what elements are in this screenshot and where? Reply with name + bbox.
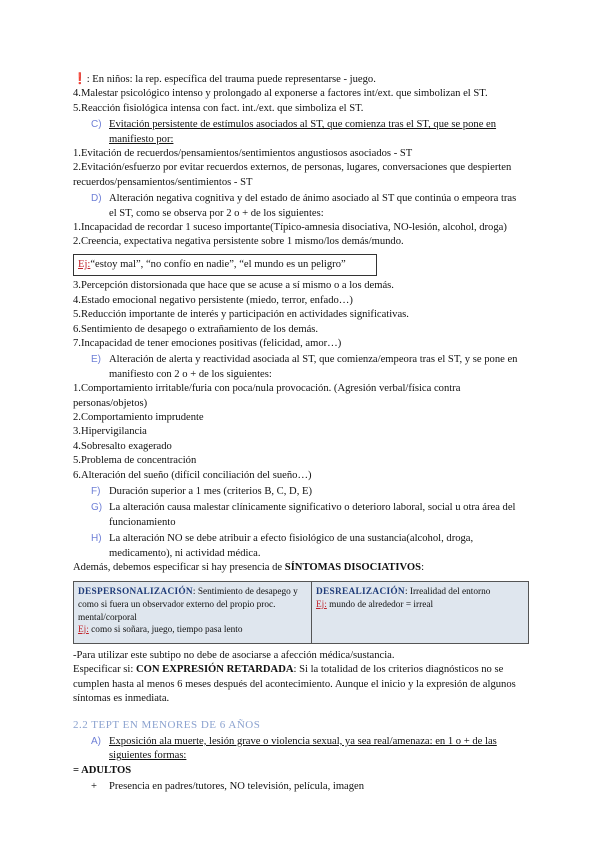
depersonalization-label: DESPERSONALIZACIÓN bbox=[78, 587, 193, 598]
criterion-b-item-5: 5.Reacción fisiológica intensa con fact. int./ext. que simboliza el ST. bbox=[73, 102, 364, 114]
section-heading: 2.2 TEPT EN MENORES DE 6 AÑOS bbox=[73, 719, 261, 732]
criterion-text: Exposición ala muerte, lesión grave o violencia sexual, ya sea real/amenaza: en 1 o + de las siguientes formas: bbox=[109, 735, 497, 762]
criterion-e-item-4: 4.Sobresalto exagerado bbox=[73, 440, 172, 452]
criterion-letter: D) bbox=[91, 193, 102, 205]
bullet-item bbox=[73, 780, 518, 794]
plus-bullet-icon: + bbox=[91, 781, 97, 793]
criterion-letter: E) bbox=[91, 354, 101, 366]
bullet-text: Presencia en padres/tutores, NO televisión, película, imagen bbox=[109, 781, 365, 793]
example-label: Ej: bbox=[78, 625, 89, 636]
criterion-e-item-6: 6.Alteración del sueño (difícil conciliación del sueño…) bbox=[73, 469, 312, 481]
criterion-text: Alteración de alerta y reactividad asociada al ST, que comienza/empeora tras el ST, y se pone en manifiesto con 2 o + de los siguientes: bbox=[109, 354, 518, 380]
criterion-d-item-4: 4.Estado emocional negativo persistente (miedo, terror, enfado…) bbox=[73, 294, 353, 306]
criterion-text: La alteración causa malestar clínicamente significativo o deterioro laboral, social u otra área del funcionamiento bbox=[109, 502, 516, 528]
criterion-text: Evitación persistente de estímulos asociados al ST, que comienza tras el ST, que se pone en manifiesto por: bbox=[109, 119, 497, 145]
criterion-e-item-1: 1.Comportamiento irritable/furia con poca/nula provocación. (Agresión verbal/física contra personas/objetos) bbox=[73, 383, 461, 409]
criterion-letter: A) bbox=[91, 735, 101, 747]
criterion-g bbox=[73, 501, 518, 530]
example-box bbox=[73, 254, 377, 276]
criterion-d-item-3: 3.Percepción distorsionada que hace que se acuse a sí mismo o a los demás. bbox=[73, 280, 394, 292]
criterion-e-item-5: 5.Problema de concentración bbox=[73, 455, 197, 467]
dissociative-intro: Además, debemos especificar si hay presencia de SÍNTOMAS DISOCIATIVOS: bbox=[73, 562, 425, 573]
criterion-d-item-6: 6.Sentimiento de desapego o extrañamiento de los demás. bbox=[73, 323, 319, 335]
example-label: Ej: bbox=[316, 600, 327, 610]
document-content bbox=[73, 72, 518, 794]
criterion-e-item-2: 2.Comportamiento imprudente bbox=[73, 411, 204, 423]
criterion-d-item-1: 1.Incapacidad de recordar 1 suceso importante(Típico-amnesia disociativa, NO-lesión, alcohol, droga) bbox=[73, 222, 507, 234]
derealization-label: DESREALIZACIÓN bbox=[316, 587, 405, 598]
criterion-letter: C) bbox=[91, 119, 102, 131]
subtype-note: -Para utilizar este subtipo no debe de asociarse a afección médica/sustancia. bbox=[73, 649, 395, 661]
derealization-cell: DESREALIZACIÓN: Irrealidad del entorno Ej: mundo de alrededor = irreal bbox=[316, 587, 491, 610]
criterion-text: Duración superior a 1 mes (criterios B, C, D, E) bbox=[109, 485, 312, 497]
example-text: “estoy mal”, “no confío en nadie”, “el mundo es un peligro” bbox=[90, 258, 346, 270]
criterion-h bbox=[73, 532, 518, 561]
criterion-text: La alteración NO se debe atribuir a efecto fisiológico de una sustancia(alcohol, droga, medicamento), ni actividad médica. bbox=[109, 533, 474, 559]
example-label: Ej: bbox=[78, 258, 91, 270]
criterion-d bbox=[73, 192, 518, 221]
criterion-d-item-2: 2.Creencia, expectativa negativa persistente sobre 1 mismo/los demás/mundo. bbox=[73, 236, 404, 248]
dissociative-table bbox=[73, 581, 529, 643]
exclamation-icon: ❗ bbox=[73, 72, 87, 85]
delayed-expression: Especificar si: CON EXPRESIÓN RETARDADA: Si la totalidad de los criterios diagnósticos no se cumplen hasta al menos 6 meses después del acontecimiento. Aunque el inicio y la expresión de algunos síntomas es inmediata. bbox=[73, 664, 516, 704]
criterion-e bbox=[73, 353, 518, 382]
criterion-c-item-2: 2.Evitación/esfuerzo por evitar recuerdos externos, de personas, lugares, conversaciones que despierten recuerdos/pensamientos/sentimientos - ST bbox=[73, 162, 512, 188]
criterion-f bbox=[73, 485, 518, 499]
criterion-b-item-4: 4.Malestar psicológico intenso y prolongado al exponerse a factores int/ext. que simbolizan el ST. bbox=[73, 88, 488, 100]
criterion-c-item-1: 1.Evitación de recuerdos/pensamientos/sentimientos angustiosos asociados - ST bbox=[73, 148, 413, 160]
depersonalization-cell: DESPERSONALIZACIÓN: Sentimiento de desapego y como si fuera un observador externo del propio proc. mental/corporal Ej: como si soñara, juego, tiempo pasa lento bbox=[74, 582, 312, 642]
criterion-letter: F) bbox=[91, 485, 101, 497]
criterion-d-item-7: 7.Incapacidad de tener emociones positivas (felicidad, amor…) bbox=[73, 337, 342, 349]
criterion-e-item-3: 3.Hipervigilancia bbox=[73, 426, 147, 438]
criterion-c bbox=[73, 118, 518, 147]
child-note: ❗: En niños: la rep. específica del trauma puede representarse - juego. bbox=[73, 72, 376, 85]
criterion-text: Alteración negativa cognitiva y del estado de ánimo asociado al ST que continúa o empeora tras el ST, como se observa por 2 o + de los siguientes: bbox=[109, 193, 517, 219]
criterion-d-item-5: 5.Reducción importante de interés y participación en actividades significativas. bbox=[73, 309, 409, 321]
criterion-letter: H) bbox=[91, 533, 102, 545]
adults-equivalence: = ADULTOS bbox=[73, 764, 132, 776]
criterion-a-minors bbox=[73, 735, 518, 764]
criterion-letter: G) bbox=[91, 502, 103, 514]
